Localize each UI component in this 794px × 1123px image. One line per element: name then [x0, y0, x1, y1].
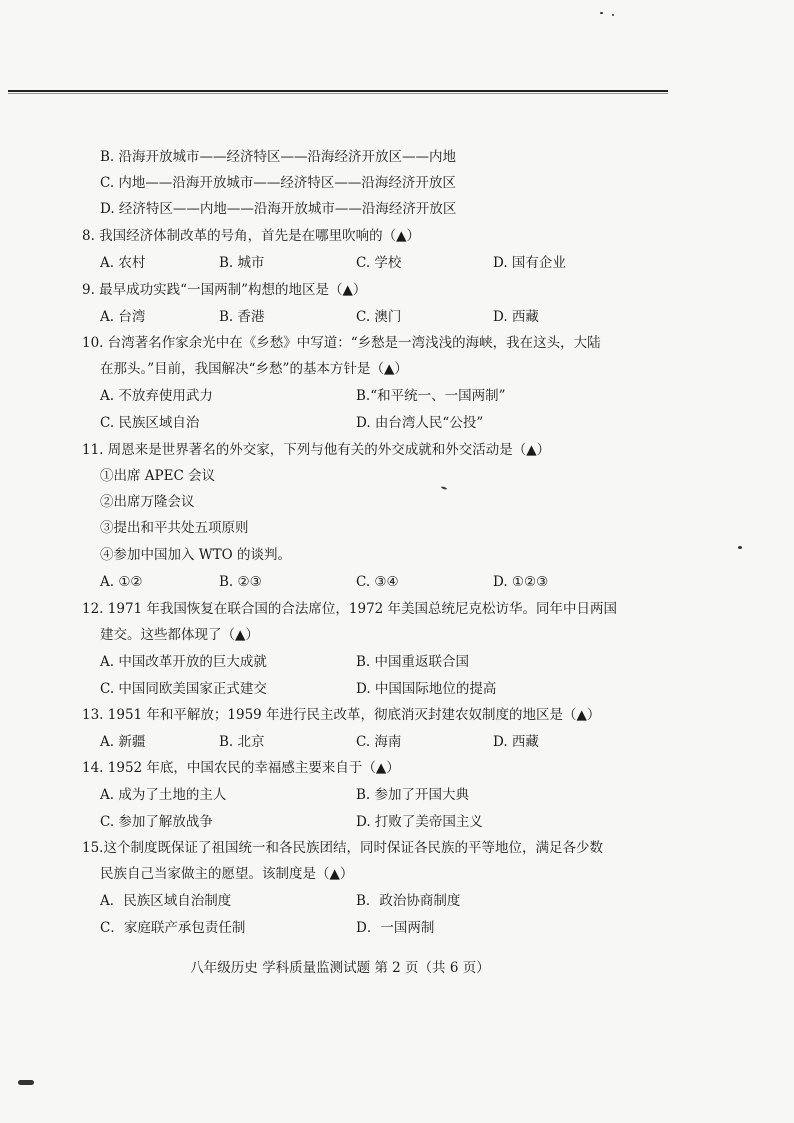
- question-10-option-c: C. 民族区域自治: [100, 415, 200, 431]
- question-11-item-2: ②出席万隆会议: [100, 494, 195, 510]
- question-12-option-d: D. 中国国际地位的提高: [356, 681, 497, 697]
- question-11-item-4: ④参加中国加入 WTO 的谈判。: [100, 547, 292, 563]
- question-9-option-a: A. 台湾: [100, 309, 146, 325]
- question-10-stem-line2: 在那头。”目前，我国解决“乡愁”的基本方针是（▲）: [100, 361, 408, 377]
- question-11-option-a: A. ①②: [100, 574, 143, 590]
- question-11-stem: 11. 周恩来是世界著名的外交家，下列与他有关的外交成就和外交活动是（▲）: [82, 442, 551, 458]
- question-13-option-b: B. 北京: [219, 734, 265, 750]
- question-11-option-b: B. ②③: [219, 574, 262, 590]
- question-8-option-d: D. 国有企业: [493, 255, 566, 271]
- question-15-stem-line1: 15.这个制度既保证了祖国统一和各民族团结，同时保证各民族的平等地位，满足各少数: [82, 840, 603, 856]
- question-13-option-a: A. 新疆: [100, 734, 146, 750]
- question-15-option-d: D．一国两制: [356, 920, 435, 936]
- question-13-option-d: D. 西藏: [493, 734, 539, 750]
- question-12-stem-line1: 12. 1971 年我国恢复在联合国的合法席位，1972 年美国总统尼克松访华。同年中日两国: [82, 601, 618, 617]
- question-10-option-b: B.“和平统一、一国两制”: [356, 388, 506, 404]
- question-8-option-c: C. 学校: [356, 255, 402, 271]
- scan-speck: [600, 12, 603, 14]
- question-8-option-a: A. 农村: [100, 255, 146, 271]
- scan-speck: [441, 486, 447, 490]
- question-13-option-c: C. 海南: [356, 734, 402, 750]
- scan-speck: [18, 1080, 34, 1085]
- question-14-option-b: B. 参加了开国大典: [356, 787, 470, 803]
- scan-speck: [738, 546, 742, 549]
- question-12-stem-line2: 建交。这些都体现了（▲）: [100, 627, 259, 643]
- question-11-option-c: C. ③④: [356, 574, 399, 590]
- question-14-option-d: D. 打败了美帝国主义: [356, 814, 483, 830]
- question-13-stem: 13. 1951 年和平解放；1959 年进行民主改革，彻底消灭封建农奴制度的地区是（▲）: [82, 707, 601, 723]
- question-14-option-c: C. 参加了解放战争: [100, 814, 213, 830]
- question-8-option-b: B. 城市: [219, 255, 265, 271]
- question-9-option-c: C. 澳门: [356, 309, 402, 325]
- question-9-option-d: D. 西藏: [493, 309, 539, 325]
- header-rule-shadow: [8, 93, 668, 94]
- question-10-option-a: A. 不放弃使用武力: [100, 388, 213, 404]
- question-15-option-a: A．民族区域自治制度: [100, 893, 232, 909]
- question-11-option-d: D. ①②③: [493, 574, 549, 590]
- question-15-option-c: C．家庭联产承包责任制: [100, 920, 246, 936]
- question-12-option-c: C. 中国同欧美国家正式建交: [100, 681, 267, 697]
- page-footer: 八年级历史 学科质量监测试题 第 2 页（共 6 页）: [190, 960, 490, 976]
- header-rule: [8, 90, 668, 92]
- question-8-stem: 8. 我国经济体制改革的号角，首先是在哪里吹响的（▲）: [82, 228, 421, 244]
- prev-option-c: C. 内地——沿海开放城市——经济特区——沿海经济开放区: [100, 175, 456, 191]
- prev-option-d: D. 经济特区——内地——沿海开放城市——沿海经济开放区: [100, 201, 457, 217]
- question-11-item-1: ①出席 APEC 会议: [100, 468, 216, 484]
- prev-option-b: B. 沿海开放城市——经济特区——沿海经济开放区——内地: [100, 149, 457, 165]
- question-10-option-d: D. 由台湾人民“公投”: [356, 415, 484, 431]
- question-9-option-b: B. 香港: [219, 309, 265, 325]
- question-11-item-3: ③提出和平共处五项原则: [100, 520, 249, 536]
- question-9-stem: 9. 最早成功实践“一国两制”构想的地区是（▲）: [82, 282, 367, 298]
- question-12-option-b: B. 中国重返联合国: [356, 654, 470, 670]
- question-14-stem: 14. 1952 年底，中国农民的幸福感主要来自于（▲）: [82, 760, 400, 776]
- question-15-option-b: B．政治协商制度: [356, 893, 461, 909]
- question-12-option-a: A. 中国改革开放的巨大成就: [100, 654, 267, 670]
- question-10-stem-line1: 10. 台湾著名作家余光中在《乡愁》中写道：“乡愁是一湾浅浅的海峡，我在这头，大陆: [82, 335, 601, 351]
- question-14-option-a: A. 成为了土地的主人: [100, 787, 227, 803]
- scan-speck: [612, 14, 614, 16]
- question-15-stem-line2: 民族自己当家做主的愿望。该制度是（▲）: [100, 866, 354, 882]
